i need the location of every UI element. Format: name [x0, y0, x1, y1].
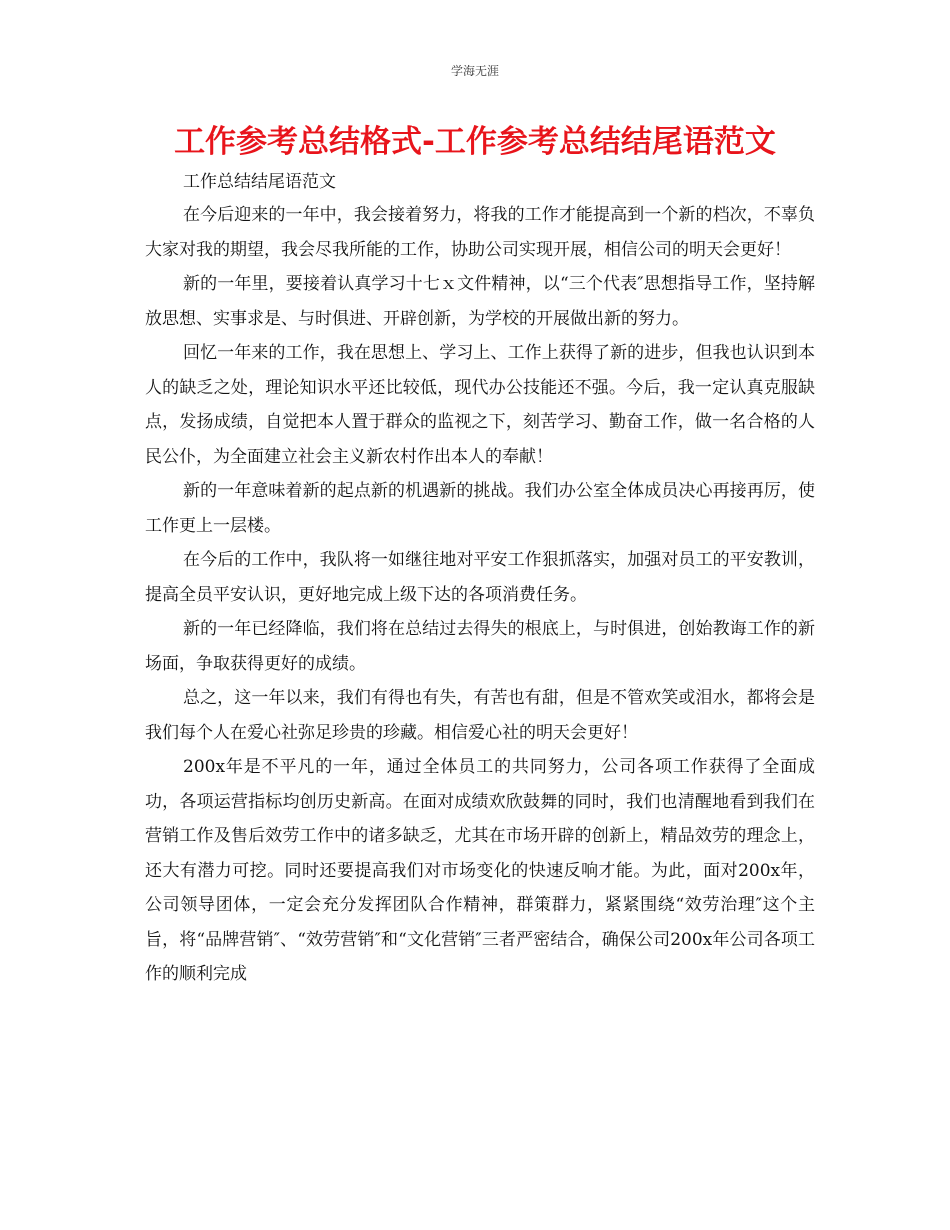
paragraph-6: 新的一年已经降临，我们将在总结过去得失的根底上，与时俱进，创始教诲工作的新场面，争取获得更好的成绩。 [145, 619, 815, 674]
paragraph-5: 在今后的工作中，我队将一如继往地对平安工作狠抓落实，加强对员工的平安教训，提高全员平安认识，更好地完成上级下达的各项消费任务。 [145, 550, 815, 605]
paragraph-2: 新的一年里，要接着认真学习十七ｘ文件精神，以“三个代表″思想指导工作，坚持解放思想、实事求是、与时俱进、开辟创新，为学校的开展做出新的努力。 [145, 274, 815, 329]
paragraph-3: 回忆一年来的工作，我在思想上、学习上、工作上获得了新的进步，但我也认识到本人的缺乏之处，理论知识水平还比较低，现代办公技能还不强。今后，我一定认真克服缺点，发扬成绩，自觉把本人置于群众的监视之下，刻苦学习、勤奋工作，做一名合格的人民公仆，为全面建立社会主义新农村作出本人的奉献！ [145, 343, 815, 467]
document-title: 工作参考总结格式-工作参考总结结尾语范文 [174, 124, 776, 160]
document-body [145, 166, 815, 992]
paragraph-7: 总之，这一年以来，我们有得也有失，有苦也有甜，但是不管欢笑或泪水，都将会是我们每个人在爱心社弥足珍贵的珍藏。相信爱心社的明天会更好！ [145, 688, 815, 743]
section-heading: 工作总结结尾语范文 [183, 172, 336, 192]
page-header: 学海无涯 [450, 64, 499, 78]
paragraph-1: 在今后迎来的一年中，我会接着努力，将我的工作才能提高到一个新的档次，不辜负大家对我的期望，我会尽我所能的工作，协助公司实现开展，相信公司的明天会更好！ [145, 205, 815, 260]
paragraph-4: 新的一年意味着新的起点新的机遇新的挑战。我们办公室全体成员决心再接再厉，使工作更上一层楼。 [145, 481, 815, 536]
paragraph-8: 200x年是不平凡的一年，通过全体员工的共同努力，公司各项工作获得了全面成功，各项运营指标均创历史新高。在面对成绩欢欣鼓舞的同时，我们也清醒地看到我们在营销工作及售后效劳工作中的诸多缺乏，尤其在市场开辟的创新上，精品效劳的理念上，还大有潜力可挖。同时还要提高我们对市场变化的快速反响才能。为此，面对200x年，公司领导团体，一定会充分发挥团队合作精神，群策群力，紧紧围绕“效劳治理″这个主旨，将“品牌营销″、“效劳营销″和“文化营销″三者严密结合，确保公司200x年公司各项工作的顺利完成 [145, 757, 815, 984]
